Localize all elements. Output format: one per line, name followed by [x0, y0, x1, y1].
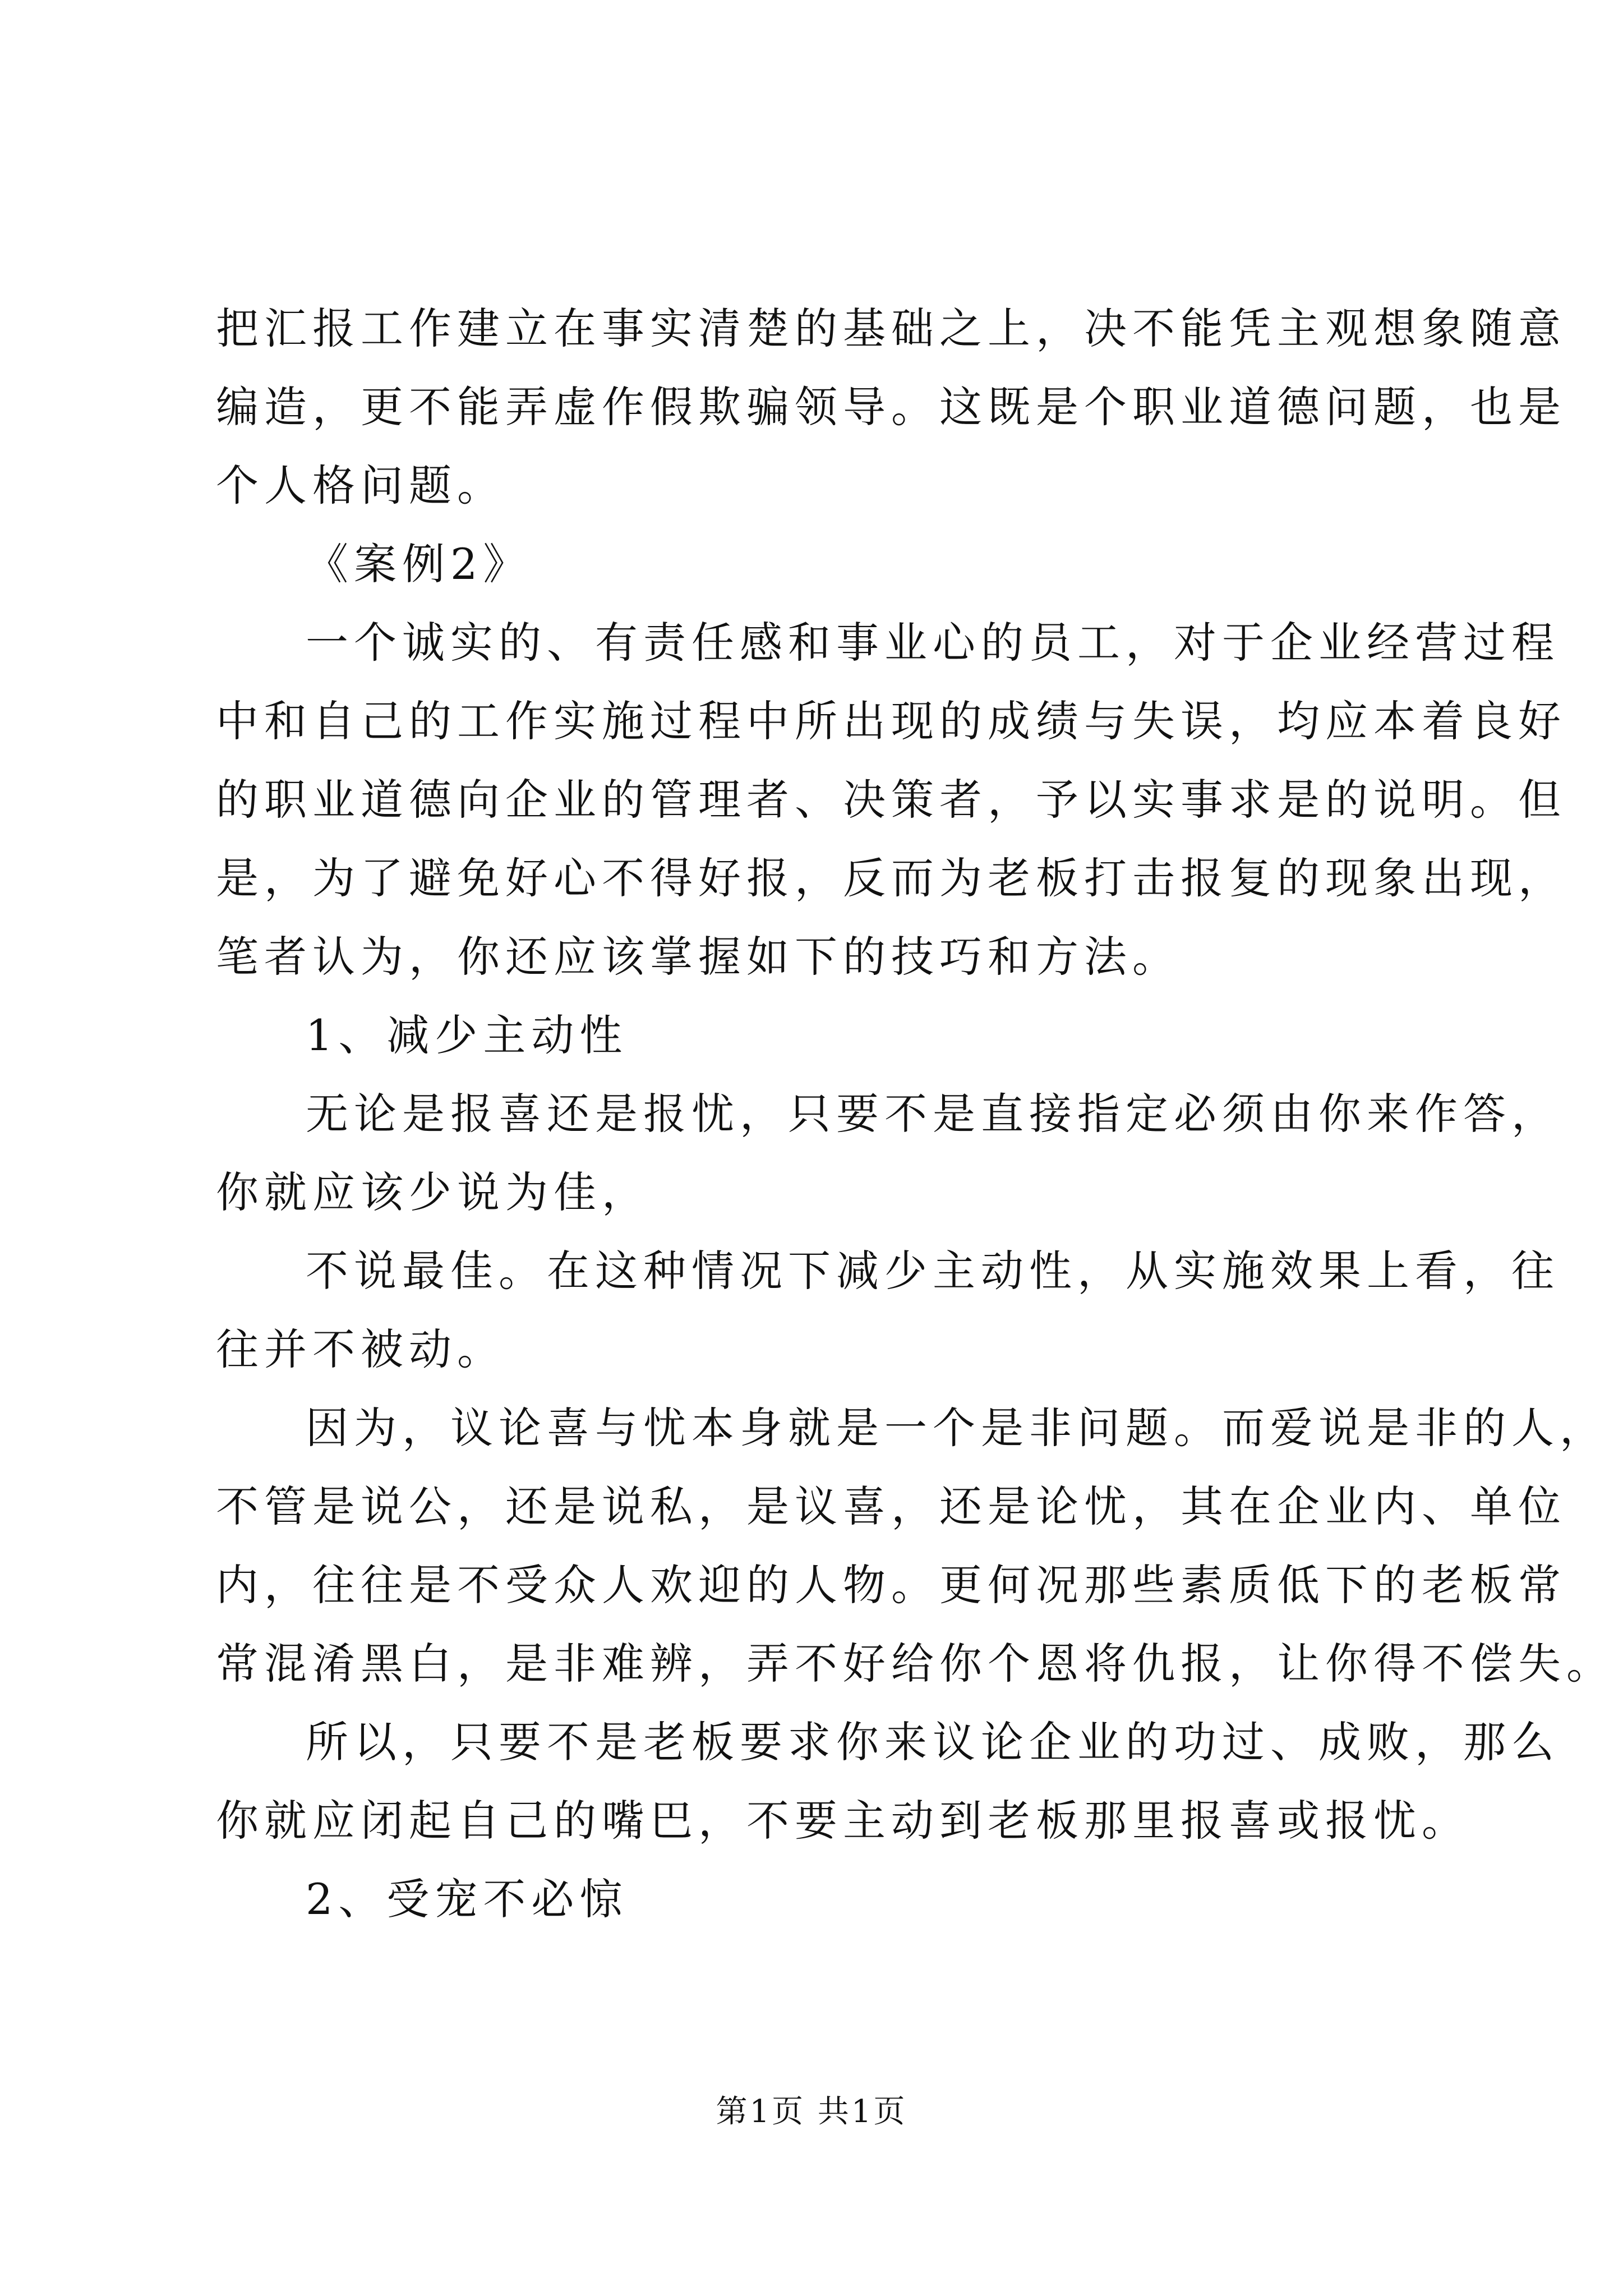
text-line: 个人格问题。	[216, 461, 505, 510]
text-line: 所以，只要不是老板要求你来议论企业的功过、成败，那么	[306, 1717, 1560, 1767]
text-line: 无论是报喜还是报忧，只要不是直接指定必须由你来作答，	[306, 1089, 1560, 1139]
section-heading: 1、减少主动性	[306, 1010, 628, 1060]
text-line: 内，往往是不受众人欢迎的人物。更何况那些素质低下的老板常	[216, 1560, 1566, 1610]
text-line: 不说最佳。在这种情况下减少主动性，从实施效果上看，往	[306, 1246, 1560, 1296]
text-line: 不管是说公，还是说私，是议喜，还是论忧，其在企业内、单位	[216, 1481, 1566, 1531]
text-line: 你就应闭起自己的嘴巴，不要主动到老板那里报喜或报忧。	[216, 1796, 1470, 1846]
text-line: 一个诚实的、有责任感和事业心的员工，对于企业经营过程	[306, 618, 1560, 668]
page-number-footer: 第1页 共1页	[716, 2093, 907, 2130]
text-line: 是，为了避免好心不得好报，反而为老板打击报复的现象出现，	[216, 853, 1566, 903]
text-line: 笔者认为，你还应该掌握如下的技巧和方法。	[216, 932, 1181, 982]
text-line: 因为，议论喜与忧本身就是一个是非问题。而爱说是非的人，	[306, 1403, 1608, 1453]
text-line: 你就应该少说为佳，	[216, 1167, 650, 1217]
text-line: 把汇报工作建立在事实清楚的基础之上，决不能凭主观想象随意	[216, 303, 1566, 353]
text-line: 的职业道德向企业的管理者、决策者，予以实事求是的说明。但	[216, 775, 1566, 825]
text-line: 往并不被动。	[216, 1324, 505, 1374]
text-line: 中和自己的工作实施过程中所出现的成绩与失误，均应本着良好	[216, 696, 1566, 746]
text-line: 常混淆黑白，是非难辨，弄不好给你个恩将仇报，让你得不偿失。	[216, 1639, 1615, 1688]
text-line: 编造，更不能弄虚作假欺骗领导。这既是个职业道德问题，也是	[216, 382, 1566, 432]
case-heading: 《案例2》	[306, 539, 532, 589]
section-heading: 2、受宠不必惊	[306, 1874, 628, 1924]
